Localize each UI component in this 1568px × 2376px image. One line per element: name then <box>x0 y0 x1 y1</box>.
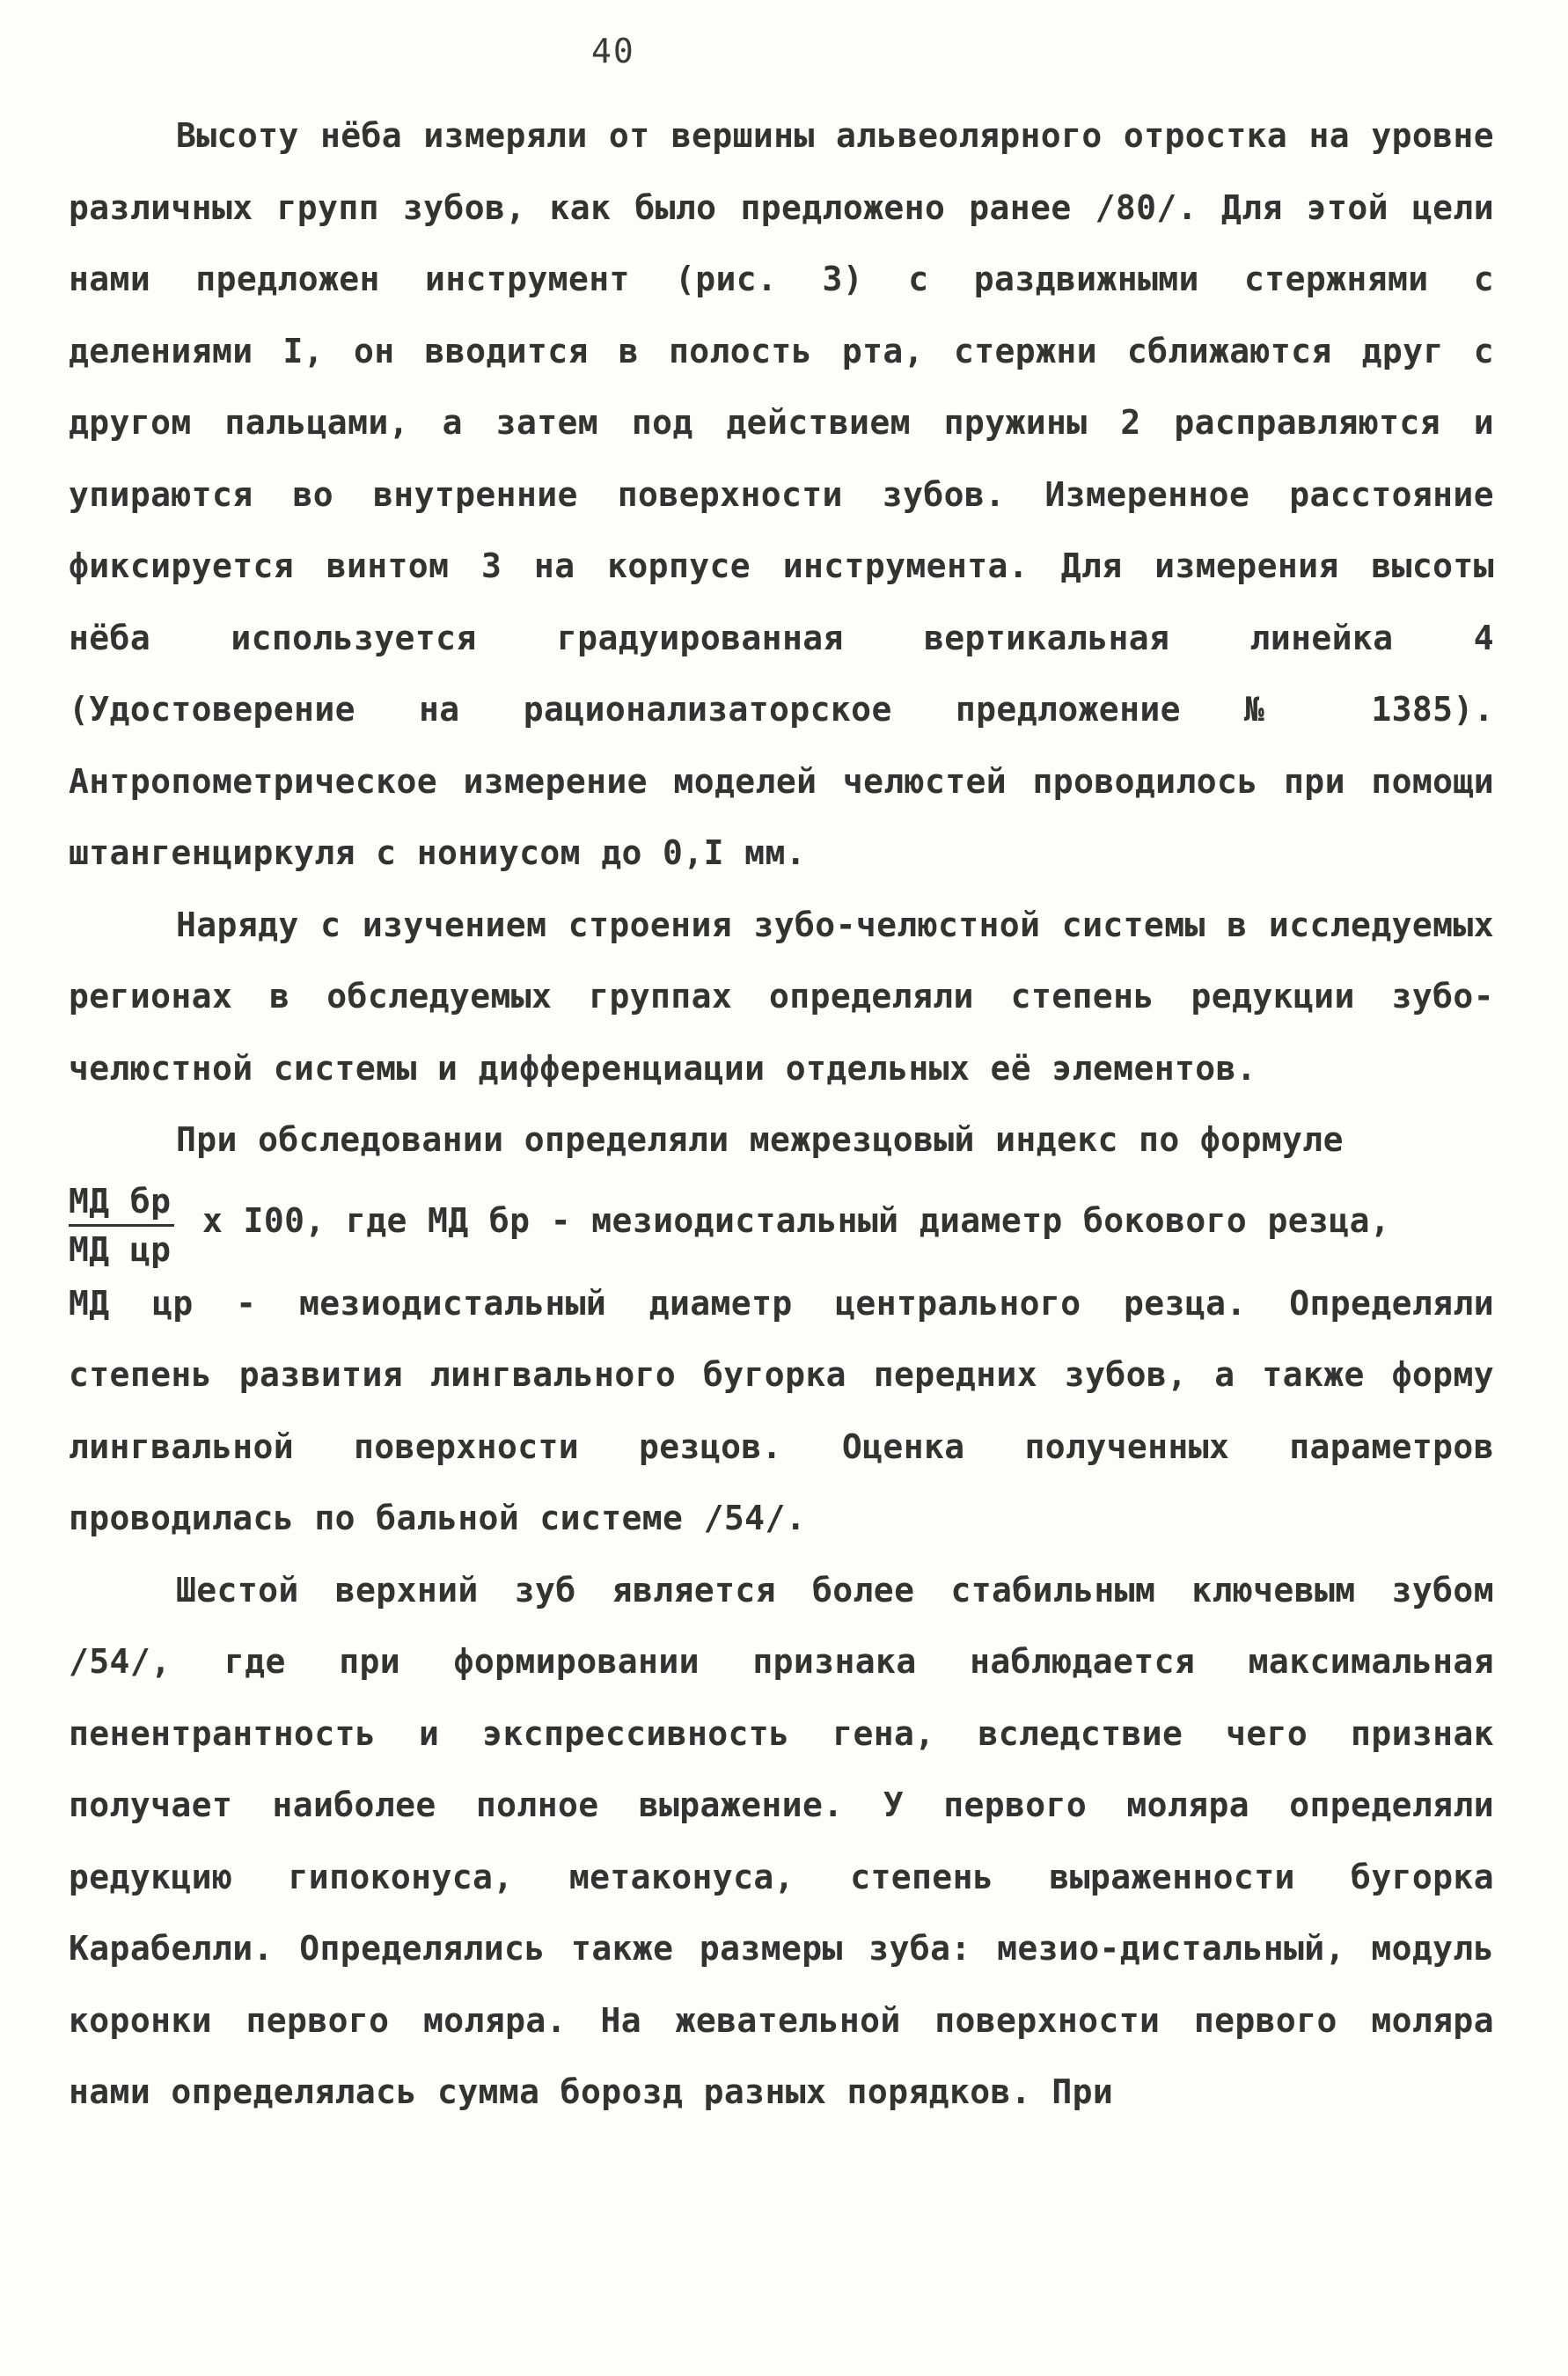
paragraph-palate-height: Высоту нёба измеряли от вершины альвеолярного отростка на уровне различных групп зубов, как было предложено ранее /80/. Для этой цели нами предложен инструмент (рис. 3) с раздвижными стержнями с делениями I, он вводится в полость рта, стержни сближаются друг с другом пальцами, а затем под действием пружины 2 расправляются и упираются во внутренние поверхности зубов. Измеренное расстояние фиксируется винтом 3 на корпусе инструмента. Для измерения высоты нёба используется градуированная вертикальная линейка 4 (Удостоверение на рационализаторское предложение № 1385). Антропометрическое измерение моделей челюстей проводилось при помощи штангенциркуля с нониусом до 0,I мм. <box>69 116 1494 872</box>
paragraph-reduction: Наряду с изучением строения зубо-челюстной системы в исследуемых регионах в обследуемых группах определяли степень редукции зубо-челюстной системы и дифференциации отдельных её элементов. <box>69 905 1494 1088</box>
paragraph-index-continued: МД цр - мезиодистальный диаметр центрального резца. Определяли степень развития лингвального бугорка передних зубов, а также форму лингвальной поверхности резцов. Оценка полученных параметров проводилась по бальной системе /54/. <box>69 1283 1494 1537</box>
fraction-denominator: МД цр <box>69 1229 172 1269</box>
paragraph-index-intro: При обследовании определяли межрезцовый индекс по формуле <box>176 1120 1344 1159</box>
page-number: 40 <box>591 32 635 70</box>
fraction-numerator: МД бр <box>69 1178 174 1227</box>
index-fraction <box>69 1178 174 1272</box>
paragraph-first-molar: Шестой верхний зуб является более стабильным ключевым зубом /54/, где при формировании признака наблюдается максимальная пенентрантность и экспрессивность гена, вследствие чего признак получает наиболее полное выражение. У первого моляра определяли редукцию гипоконуса, метаконуса, степень выраженности бугорка Карабелли. Определялись также размеры зуба: мезио-дистальный, модуль коронки первого моляра. На жевательной поверхности первого моляра нами определялась сумма борозд разных порядков. При <box>69 1570 1494 2111</box>
body-text <box>69 100 1494 2129</box>
formula-explanation: x I00, где МД бр - мезиодистальный диаметр бокового резца, <box>202 1200 1391 1240</box>
formula-line <box>69 1177 1494 1268</box>
